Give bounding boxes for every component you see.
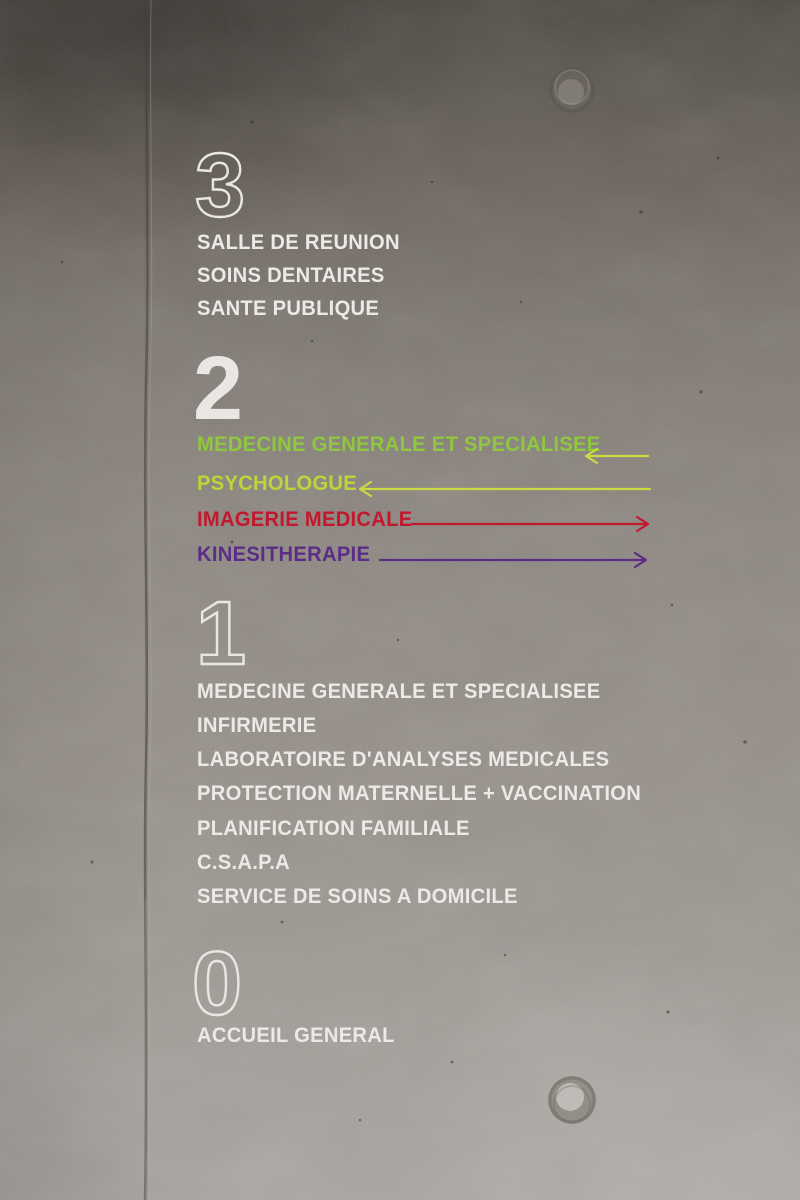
directory-item-psychologue: PSYCHOLOGUE — [197, 472, 357, 495]
form-tie-hole-top — [550, 68, 594, 112]
concrete-speckles — [61, 120, 747, 1121]
form-tie-hole-bottom — [548, 1076, 596, 1124]
directory-item-planification-familiale: PLANIFICATION FAMILIALE — [197, 817, 470, 840]
directory-item-medecine-generale-1: MEDECINE GENERALE ET SPECIALISEE — [197, 680, 601, 703]
right-arrow-icon — [380, 553, 646, 567]
directory-item-medecine-generale-2: MEDECINE GENERALE ET SPECIALISEE — [197, 433, 601, 456]
floor-2-number: 2 — [193, 339, 244, 439]
floor-3-number: 3 — [195, 136, 246, 236]
right-arrow-icon — [412, 517, 648, 531]
directory-item-service-soins-domicile: SERVICE DE SOINS A DOMICILE — [197, 885, 518, 908]
directory-item-csapa: C.S.A.P.A — [197, 851, 290, 874]
directory-item-protection-maternelle: PROTECTION MATERNELLE + VACCINATION — [197, 782, 642, 805]
directory-item-kinesitherapie: KINESITHERAPIE — [197, 543, 371, 566]
directory-item-salle-de-reunion: SALLE DE REUNION — [197, 231, 400, 254]
left-arrow-icon — [360, 482, 650, 496]
directory-item-infirmerie: INFIRMERIE — [197, 714, 317, 737]
formwork-seam — [145, 0, 152, 1200]
directory-item-soins-dentaires: SOINS DENTAIRES — [197, 264, 385, 287]
directory-item-imagerie-medicale: IMAGERIE MEDICALE — [197, 508, 413, 531]
directory-item-accueil-general: ACCUEIL GENERAL — [197, 1024, 395, 1047]
directory-item-laboratoire: LABORATOIRE D'ANALYSES MEDICALES — [197, 748, 610, 771]
floor-1-number: 1 — [196, 584, 247, 684]
directory-item-sante-publique: SANTE PUBLIQUE — [197, 297, 380, 320]
floor-0-number: 0 — [192, 934, 243, 1034]
